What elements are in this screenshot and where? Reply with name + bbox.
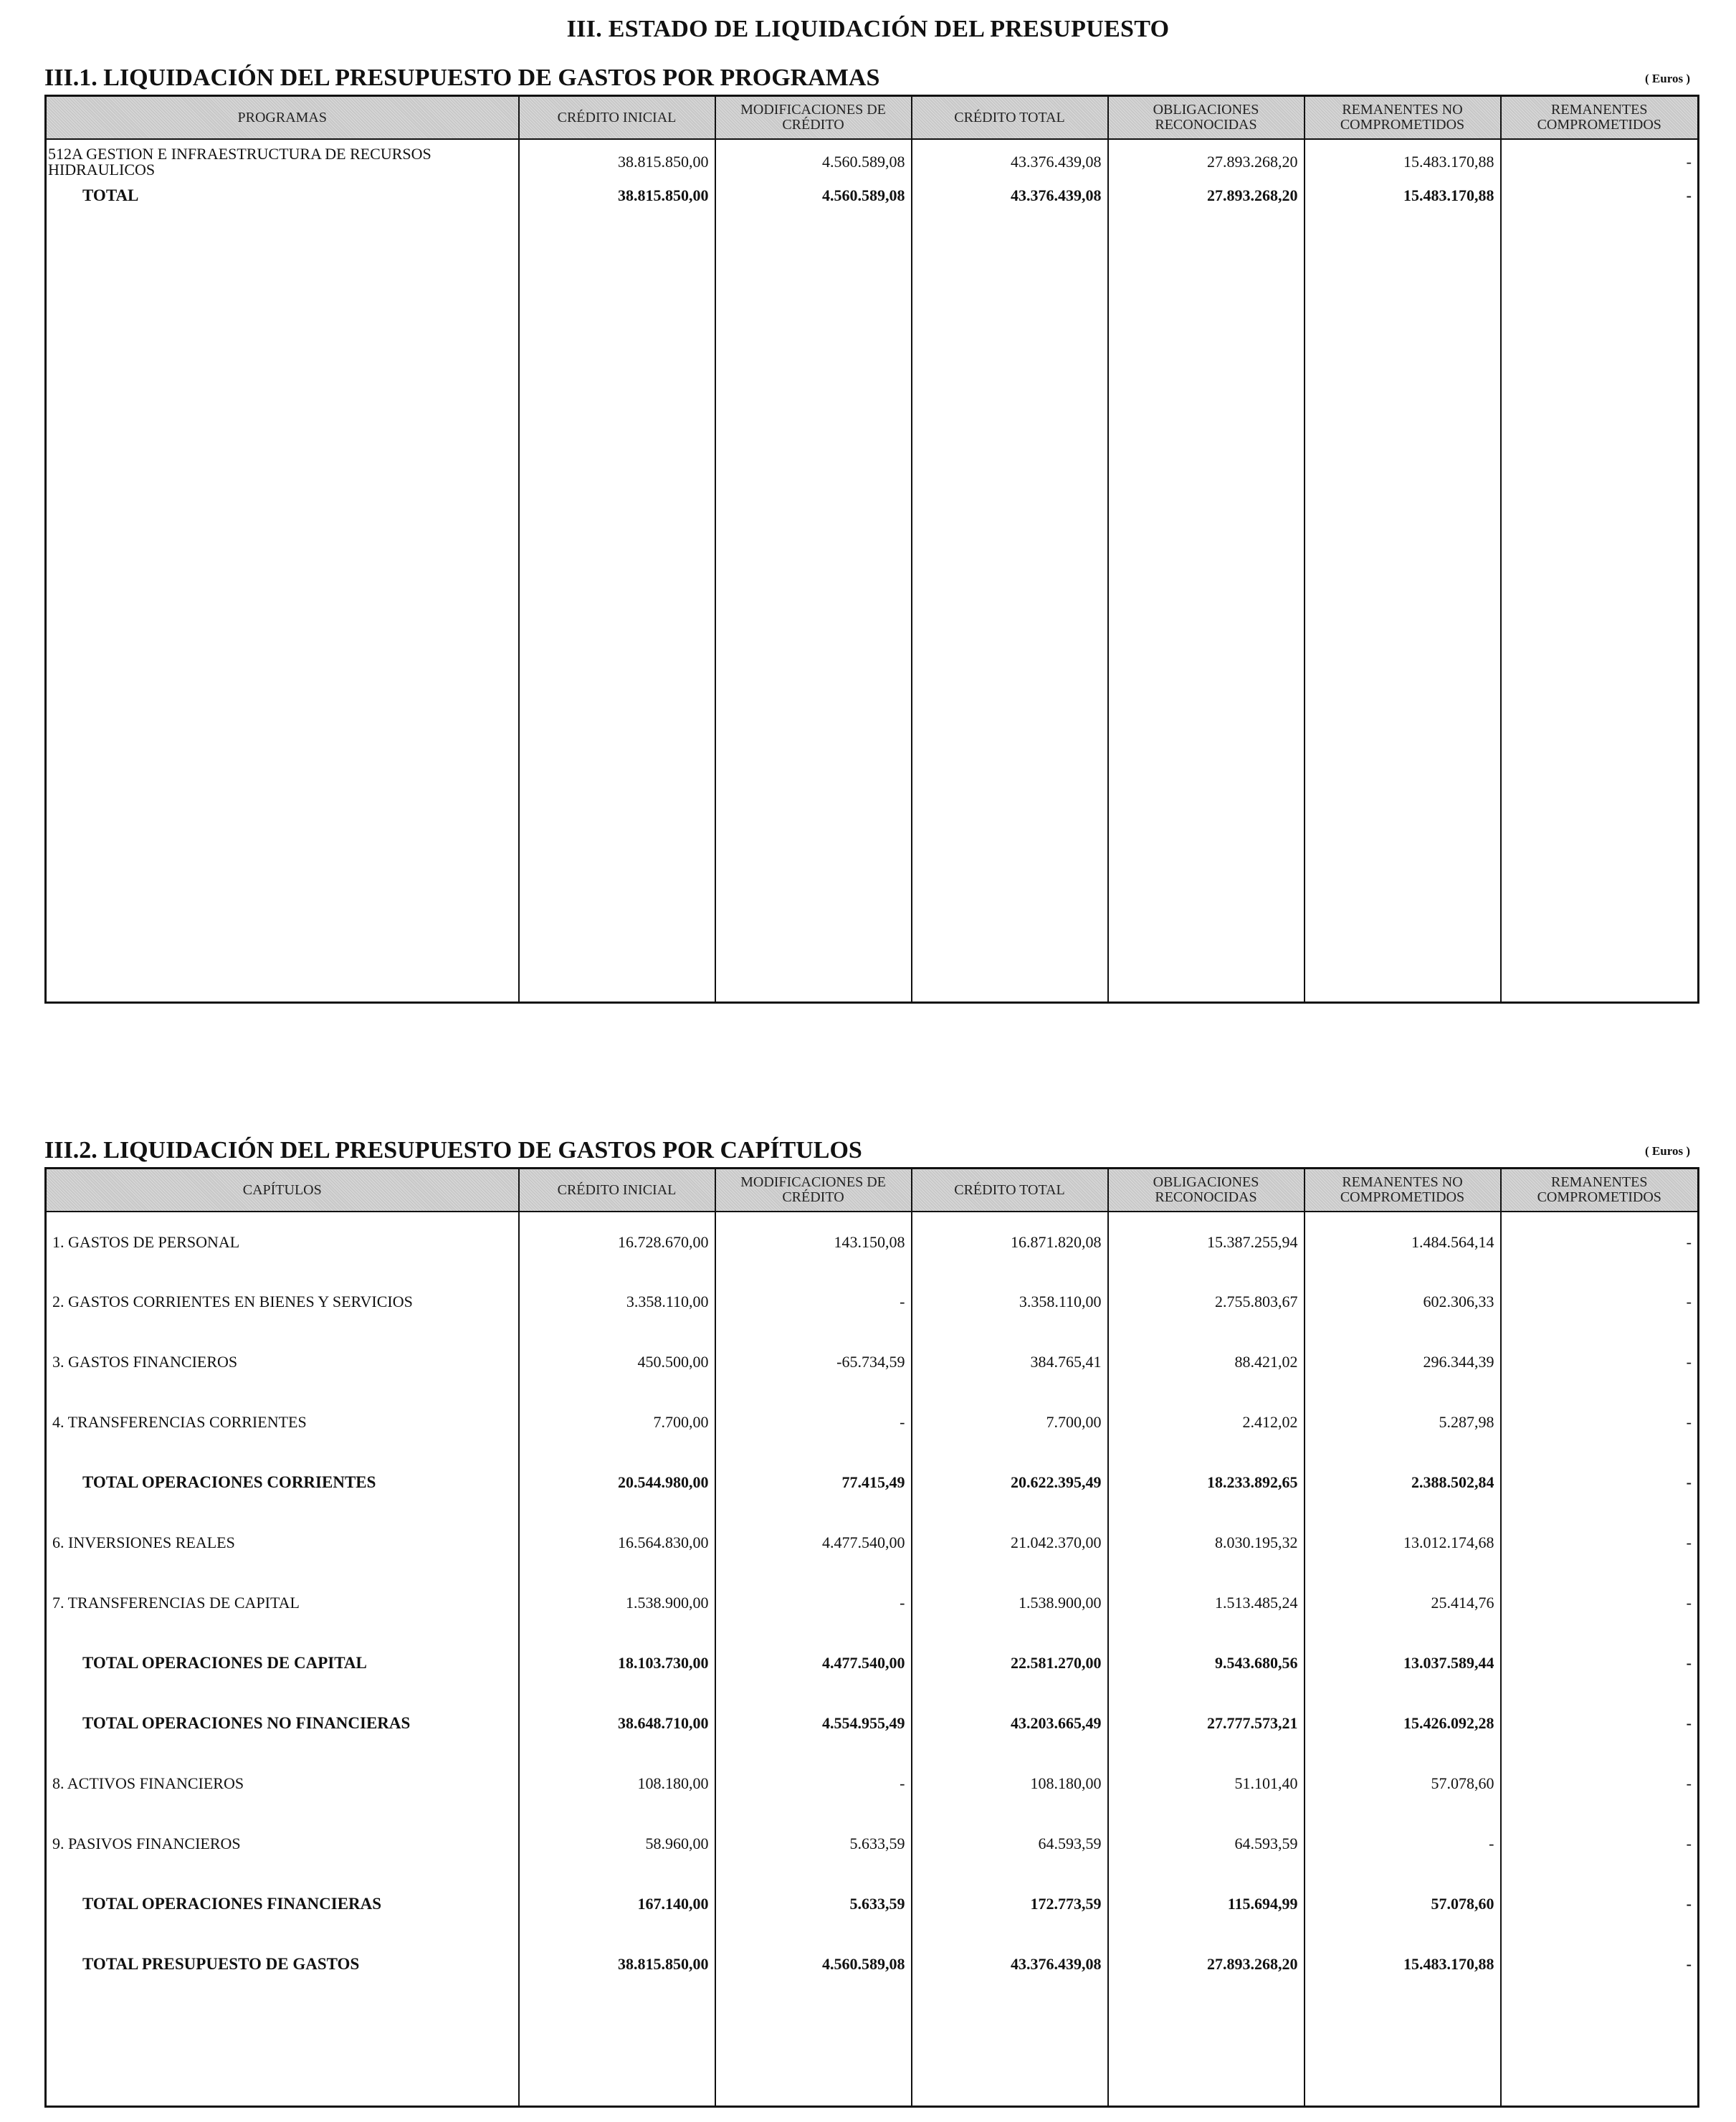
header-modificaciones: MODIFICACIONES DE CRÉDITO — [715, 96, 912, 140]
cell-credito-inicial: 450.500,00 — [519, 1332, 715, 1392]
cell-remanentes-si: - — [1501, 184, 1699, 208]
cell-credito-inicial: 20.544.980,00 — [519, 1452, 715, 1513]
section1-title: III.1. LIQUIDACIÓN DEL PRESUPUESTO DE GASTOS POR PROGRAMAS — [44, 65, 880, 91]
table-row — [46, 1392, 1699, 1452]
cell-remanentes-si: - — [1501, 1693, 1699, 1754]
header-credito-total: CRÉDITO TOTAL — [912, 96, 1108, 140]
cell-remanentes-no: - — [1305, 1814, 1501, 1874]
cell-credito-inicial: 16.564.830,00 — [519, 1513, 715, 1573]
row-label: 1. GASTOS DE PERSONAL — [46, 1212, 519, 1272]
cell-modificaciones: 4.560.589,08 — [715, 184, 912, 208]
cell-remanentes-no: 296.344,39 — [1305, 1332, 1501, 1392]
cell-credito-total: 1.538.900,00 — [912, 1573, 1108, 1633]
cell-credito-total: 172.773,59 — [912, 1874, 1108, 1934]
cell-credito-inicial: 58.960,00 — [519, 1814, 715, 1874]
cell-credito-total: 3.358.110,00 — [912, 1272, 1108, 1332]
cell-credito-total: 384.765,41 — [912, 1332, 1108, 1392]
row-label: TOTAL OPERACIONES FINANCIERAS — [46, 1874, 519, 1934]
cell-remanentes-no: 5.287,98 — [1305, 1392, 1501, 1452]
cell-remanentes-no: 25.414,76 — [1305, 1573, 1501, 1633]
cell-obligaciones: 27.893.268,20 — [1108, 1934, 1305, 1994]
cell-remanentes-no: 602.306,33 — [1305, 1272, 1501, 1332]
chapters-table — [44, 1167, 1699, 2108]
cell-obligaciones: 9.543.680,56 — [1108, 1633, 1305, 1693]
cell-remanentes-no: 1.484.564,14 — [1305, 1212, 1501, 1272]
cell-credito-total: 43.376.439,08 — [912, 1934, 1108, 1994]
section1-units: ( Euros ) — [1645, 72, 1690, 85]
header-remanentes-si: REMANENTES COMPROMETIDOS — [1501, 1169, 1699, 1212]
row-label: TOTAL OPERACIONES NO FINANCIERAS — [46, 1693, 519, 1754]
cell-credito-total: 16.871.820,08 — [912, 1212, 1108, 1272]
table-row — [46, 1272, 1699, 1332]
cell-credito-inicial: 38.815.850,00 — [519, 139, 715, 184]
cell-remanentes-si: - — [1501, 1452, 1699, 1513]
cell-remanentes-si: - — [1501, 1392, 1699, 1452]
row-label: 2. GASTOS CORRIENTES EN BIENES Y SERVICIOS — [46, 1272, 519, 1332]
cell-modificaciones: - — [715, 1573, 912, 1633]
row-label: 6. INVERSIONES REALES — [46, 1513, 519, 1573]
cell-credito-inicial: 7.700,00 — [519, 1392, 715, 1452]
table-row — [46, 1513, 1699, 1573]
cell-modificaciones: 143.150,08 — [715, 1212, 912, 1272]
programs-table — [44, 95, 1699, 1004]
header-remanentes-no: REMANENTES NO COMPROMETIDOS — [1305, 96, 1501, 140]
cell-modificaciones: 4.477.540,00 — [715, 1633, 912, 1693]
cell-remanentes-si: - — [1501, 1814, 1699, 1874]
cell-modificaciones: - — [715, 1392, 912, 1452]
cell-remanentes-si: - — [1501, 1633, 1699, 1693]
cell-obligaciones: 88.421,02 — [1108, 1332, 1305, 1392]
cell-remanentes-no: 15.483.170,88 — [1305, 1934, 1501, 1994]
header-obligaciones: OBLIGACIONES RECONOCIDAS — [1108, 96, 1305, 140]
header-programas: PROGRAMAS — [46, 96, 519, 140]
row-label: TOTAL PRESUPUESTO DE GASTOS — [46, 1934, 519, 1994]
table-header-row — [46, 96, 1699, 140]
cell-remanentes-no: 57.078,60 — [1305, 1874, 1501, 1934]
table-row — [46, 1573, 1699, 1633]
total-row — [46, 1874, 1699, 1934]
header-remanentes-no: REMANENTES NO COMPROMETIDOS — [1305, 1169, 1501, 1212]
cell-obligaciones: 1.513.485,24 — [1108, 1573, 1305, 1633]
cell-obligaciones: 18.233.892,65 — [1108, 1452, 1305, 1513]
cell-remanentes-si: - — [1501, 1513, 1699, 1573]
cell-modificaciones: 4.560.589,08 — [715, 1934, 912, 1994]
cell-obligaciones: 51.101,40 — [1108, 1754, 1305, 1814]
cell-credito-inicial: 38.815.850,00 — [519, 1934, 715, 1994]
cell-credito-total: 43.376.439,08 — [912, 184, 1108, 208]
cell-credito-inicial: 3.358.110,00 — [519, 1272, 715, 1332]
cell-remanentes-si: - — [1501, 1573, 1699, 1633]
table-row — [46, 1212, 1699, 1272]
cell-remanentes-no: 2.388.502,84 — [1305, 1452, 1501, 1513]
cell-credito-total: 7.700,00 — [912, 1392, 1108, 1452]
cell-obligaciones: 27.893.268,20 — [1108, 184, 1305, 208]
empty-row — [46, 1994, 1699, 2107]
header-remanentes-si: REMANENTES COMPROMETIDOS — [1501, 96, 1699, 140]
cell-modificaciones: - — [715, 1272, 912, 1332]
row-label: TOTAL OPERACIONES CORRIENTES — [46, 1452, 519, 1513]
cell-remanentes-no: 57.078,60 — [1305, 1754, 1501, 1814]
total-row — [46, 1693, 1699, 1754]
row-label: 8. ACTIVOS FINANCIEROS — [46, 1754, 519, 1814]
cell-modificaciones: 4.560.589,08 — [715, 139, 912, 184]
cell-remanentes-no: 13.037.589,44 — [1305, 1633, 1501, 1693]
cell-modificaciones: 4.554.955,49 — [715, 1693, 912, 1754]
table-header-row — [46, 1169, 1699, 1212]
cell-credito-inicial: 38.648.710,00 — [519, 1693, 715, 1754]
cell-remanentes-si: - — [1501, 1754, 1699, 1814]
cell-obligaciones: 27.893.268,20 — [1108, 139, 1305, 184]
cell-credito-inicial: 16.728.670,00 — [519, 1212, 715, 1272]
row-label: TOTAL — [46, 184, 519, 208]
cell-remanentes-si: - — [1501, 1272, 1699, 1332]
total-row — [46, 1452, 1699, 1513]
table-row — [46, 1332, 1699, 1392]
header-modificaciones: MODIFICACIONES DE CRÉDITO — [715, 1169, 912, 1212]
header-obligaciones: OBLIGACIONES RECONOCIDAS — [1108, 1169, 1305, 1212]
table-row — [46, 1814, 1699, 1874]
cell-obligaciones: 64.593,59 — [1108, 1814, 1305, 1874]
cell-credito-inicial: 38.815.850,00 — [519, 184, 715, 208]
header-credito-inicial: CRÉDITO INICIAL — [519, 96, 715, 140]
empty-row — [46, 208, 1699, 1003]
cell-credito-total: 43.376.439,08 — [912, 139, 1108, 184]
row-label: 9. PASIVOS FINANCIEROS — [46, 1814, 519, 1874]
table-row — [46, 139, 1699, 184]
row-label: TOTAL OPERACIONES DE CAPITAL — [46, 1633, 519, 1693]
cell-remanentes-si: - — [1501, 1332, 1699, 1392]
cell-modificaciones: 77.415,49 — [715, 1452, 912, 1513]
cell-remanentes-si: - — [1501, 1212, 1699, 1272]
cell-obligaciones: 115.694,99 — [1108, 1874, 1305, 1934]
header-credito-inicial: CRÉDITO INICIAL — [519, 1169, 715, 1212]
cell-obligaciones: 27.777.573,21 — [1108, 1693, 1305, 1754]
cell-obligaciones: 15.387.255,94 — [1108, 1212, 1305, 1272]
cell-credito-total: 108.180,00 — [912, 1754, 1108, 1814]
cell-remanentes-no: 15.483.170,88 — [1305, 184, 1501, 208]
row-label: 4. TRANSFERENCIAS CORRIENTES — [46, 1392, 519, 1452]
cell-credito-total: 64.593,59 — [912, 1814, 1108, 1874]
section2-title: III.2. LIQUIDACIÓN DEL PRESUPUESTO DE GASTOS POR CAPÍTULOS — [44, 1137, 862, 1164]
header-credito-total: CRÉDITO TOTAL — [912, 1169, 1108, 1212]
page-title: III. ESTADO DE LIQUIDACIÓN DEL PRESUPUESTO — [566, 16, 1170, 42]
cell-modificaciones: 5.633,59 — [715, 1814, 912, 1874]
row-label: 7. TRANSFERENCIAS DE CAPITAL — [46, 1573, 519, 1633]
cell-credito-inicial: 1.538.900,00 — [519, 1573, 715, 1633]
cell-obligaciones: 2.755.803,67 — [1108, 1272, 1305, 1332]
cell-credito-total: 20.622.395,49 — [912, 1452, 1108, 1513]
total-row — [46, 1934, 1699, 1994]
cell-modificaciones: 4.477.540,00 — [715, 1513, 912, 1573]
header-capitulos: CAPÍTULOS — [46, 1169, 519, 1212]
cell-remanentes-no: 15.483.170,88 — [1305, 139, 1501, 184]
cell-modificaciones: -65.734,59 — [715, 1332, 912, 1392]
cell-credito-inicial: 108.180,00 — [519, 1754, 715, 1814]
cell-remanentes-si: - — [1501, 1874, 1699, 1934]
cell-credito-inicial: 167.140,00 — [519, 1874, 715, 1934]
cell-credito-inicial: 18.103.730,00 — [519, 1633, 715, 1693]
cell-modificaciones: - — [715, 1754, 912, 1814]
cell-credito-total: 21.042.370,00 — [912, 1513, 1108, 1573]
cell-remanentes-si: - — [1501, 1934, 1699, 1994]
cell-remanentes-si: - — [1501, 139, 1699, 184]
cell-obligaciones: 2.412,02 — [1108, 1392, 1305, 1452]
cell-obligaciones: 8.030.195,32 — [1108, 1513, 1305, 1573]
cell-remanentes-no: 13.012.174,68 — [1305, 1513, 1501, 1573]
total-row — [46, 184, 1699, 208]
row-label: 512A GESTION E INFRAESTRUCTURA DE RECURSOS HIDRAULICOS — [46, 139, 519, 184]
cell-credito-total: 22.581.270,00 — [912, 1633, 1108, 1693]
cell-remanentes-no: 15.426.092,28 — [1305, 1693, 1501, 1754]
cell-modificaciones: 5.633,59 — [715, 1874, 912, 1934]
cell-credito-total: 43.203.665,49 — [912, 1693, 1108, 1754]
table-row — [46, 1754, 1699, 1814]
row-label: 3. GASTOS FINANCIEROS — [46, 1332, 519, 1392]
total-row — [46, 1633, 1699, 1693]
section2-units: ( Euros ) — [1645, 1144, 1690, 1158]
